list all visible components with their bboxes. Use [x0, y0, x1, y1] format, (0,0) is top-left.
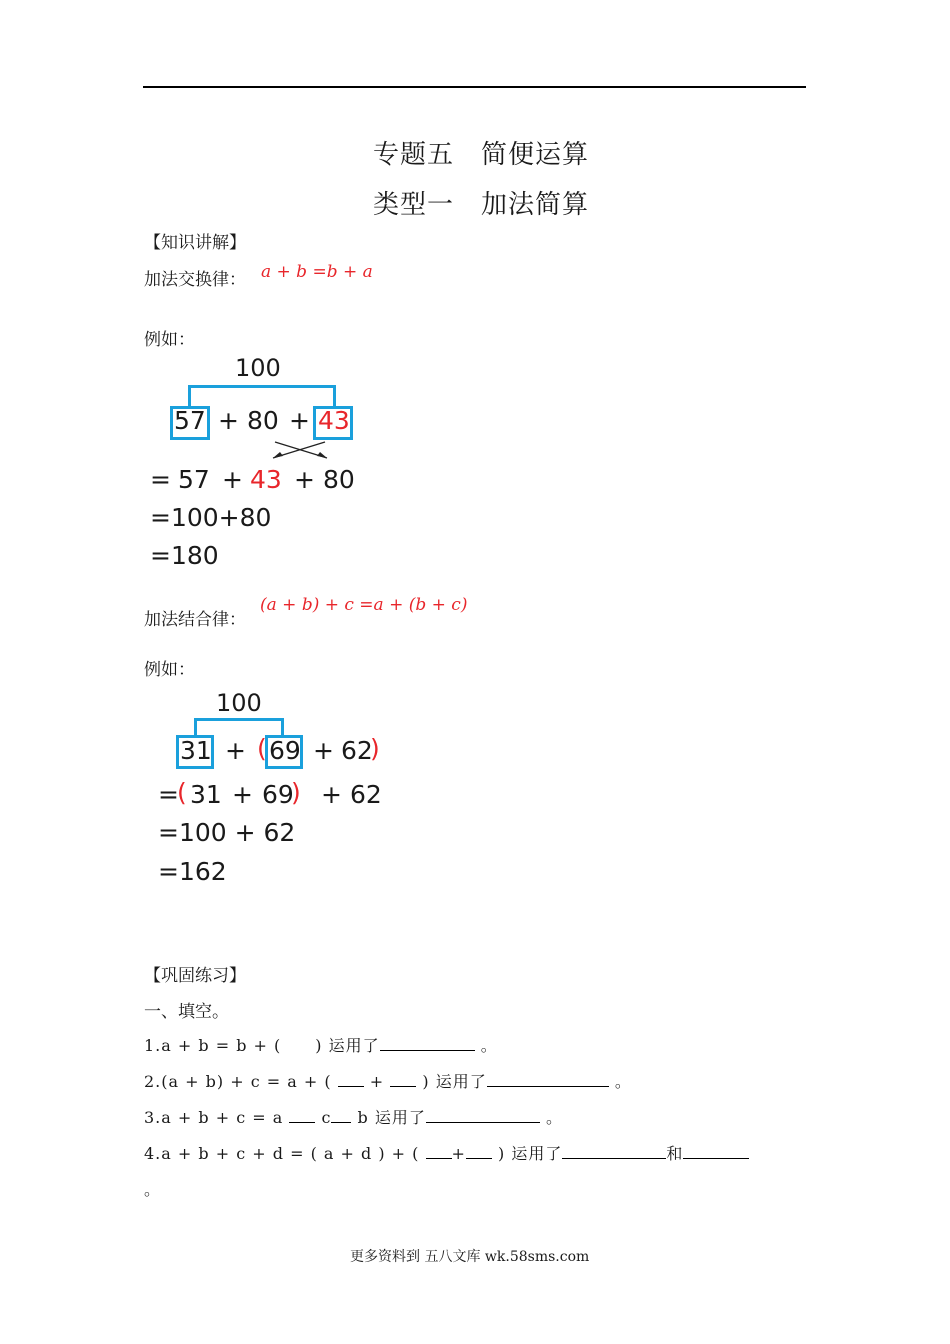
question-3-end: 。: [545, 1108, 563, 1127]
example1-n1: 57: [174, 406, 206, 435]
example2-step1-c: 62: [350, 780, 382, 809]
question-1: [144, 1033, 498, 1056]
example2-step1-lparen: (: [177, 778, 187, 807]
question-2: [144, 1069, 632, 1092]
question-2-blank-2[interactable]: [390, 1070, 416, 1087]
example1-plus1: +: [218, 406, 239, 435]
question-3-blank-2[interactable]: [331, 1106, 351, 1123]
example1-plus2: +: [289, 406, 310, 435]
example2-step1-plus2: +: [321, 780, 342, 809]
example1-step1-plus1: +: [222, 465, 243, 494]
example2-step1-eq: =: [158, 780, 179, 809]
question-4-close: ) 运用了: [498, 1144, 563, 1163]
example2-plus1: +: [225, 736, 246, 765]
example1-step2: =100+80: [150, 503, 272, 532]
question-4-end: 。: [144, 1180, 162, 1199]
practice-heading: 【巩固练习】: [144, 966, 246, 986]
question-4-blank-3[interactable]: [562, 1142, 666, 1159]
example2-lparen: (: [257, 734, 267, 763]
question-4-and: 和: [666, 1144, 684, 1163]
page-subtitle: 类型一 加法简算: [373, 190, 590, 220]
example2-step1-rparen: ): [291, 778, 301, 807]
question-4-blank-1[interactable]: [426, 1142, 452, 1159]
knowledge-heading: 【知识讲解】: [144, 233, 246, 253]
example1-step1-c: 80: [323, 465, 355, 494]
example2-n2: 69: [269, 736, 301, 765]
question-1-text: 1.a + b = b + ( ) 运用了: [144, 1036, 380, 1055]
example2-n1: 31: [180, 736, 212, 765]
example1-n2: 80: [247, 406, 279, 435]
question-2-blank-3[interactable]: [487, 1070, 609, 1087]
commutative-formula: a + b =b + a: [261, 262, 373, 282]
example1-sum-label: 100: [235, 354, 281, 382]
example1-step3: =180: [150, 541, 219, 570]
example2-sum-label: 100: [216, 689, 262, 717]
example2-step1-plus1: +: [232, 780, 253, 809]
question-3-text: 3.a + b + c = a: [144, 1108, 284, 1127]
example-label-2: 例如：: [144, 660, 195, 680]
question-3-blank-1[interactable]: [289, 1106, 315, 1123]
example2-step2: =100 + 62: [158, 818, 296, 847]
question-3: [144, 1105, 563, 1128]
example1-step1-eq: =: [150, 465, 171, 494]
question-1-blank[interactable]: [380, 1034, 475, 1051]
associative-formula: (a + b) + c =a + (b + c): [260, 595, 468, 615]
top-rule: [143, 86, 806, 88]
question-4-plus: +: [451, 1144, 466, 1163]
example1-step1-a: 57: [178, 465, 210, 494]
swap-arrows-icon: [265, 440, 335, 462]
question-4-text: 4.a + b + c + d = ( a + d ) + (: [144, 1144, 420, 1163]
question-3-c: c: [321, 1108, 332, 1127]
practice-section: 一、填空。: [144, 1002, 229, 1022]
footer-text: 更多资料到 五八文库 wk.58sms.com: [350, 1249, 590, 1265]
question-4-blank-4[interactable]: [683, 1142, 749, 1159]
question-3-blank-3[interactable]: [426, 1106, 540, 1123]
question-1-end: 。: [480, 1036, 498, 1055]
question-2-blank-1[interactable]: [338, 1070, 364, 1087]
example1-step1-plus2: +: [294, 465, 315, 494]
example1-step1-b: 43: [250, 465, 282, 494]
commutative-label: 加法交换律：: [144, 270, 246, 290]
example2-n3: 62: [341, 736, 373, 765]
example1-n3: 43: [318, 406, 350, 435]
example2-rparen: ): [370, 734, 380, 763]
question-2-text: 2.(a + b) + c = a + (: [144, 1072, 332, 1091]
question-2-plus: +: [369, 1072, 385, 1091]
question-2-close: ) 运用了: [422, 1072, 487, 1091]
example2-plus2: +: [313, 736, 334, 765]
example2-step3: =162: [158, 857, 227, 886]
question-2-end: 。: [614, 1072, 632, 1091]
question-4-blank-2[interactable]: [466, 1142, 492, 1159]
example2-step1-b: 69: [262, 780, 294, 809]
example2-step1-a: 31: [190, 780, 222, 809]
example-label-1: 例如：: [144, 330, 195, 350]
question-3-b: b 运用了: [357, 1108, 426, 1127]
question-4: [144, 1141, 749, 1164]
page-title: 专题五 简便运算: [373, 140, 590, 170]
associative-label: 加法结合律：: [144, 610, 246, 630]
